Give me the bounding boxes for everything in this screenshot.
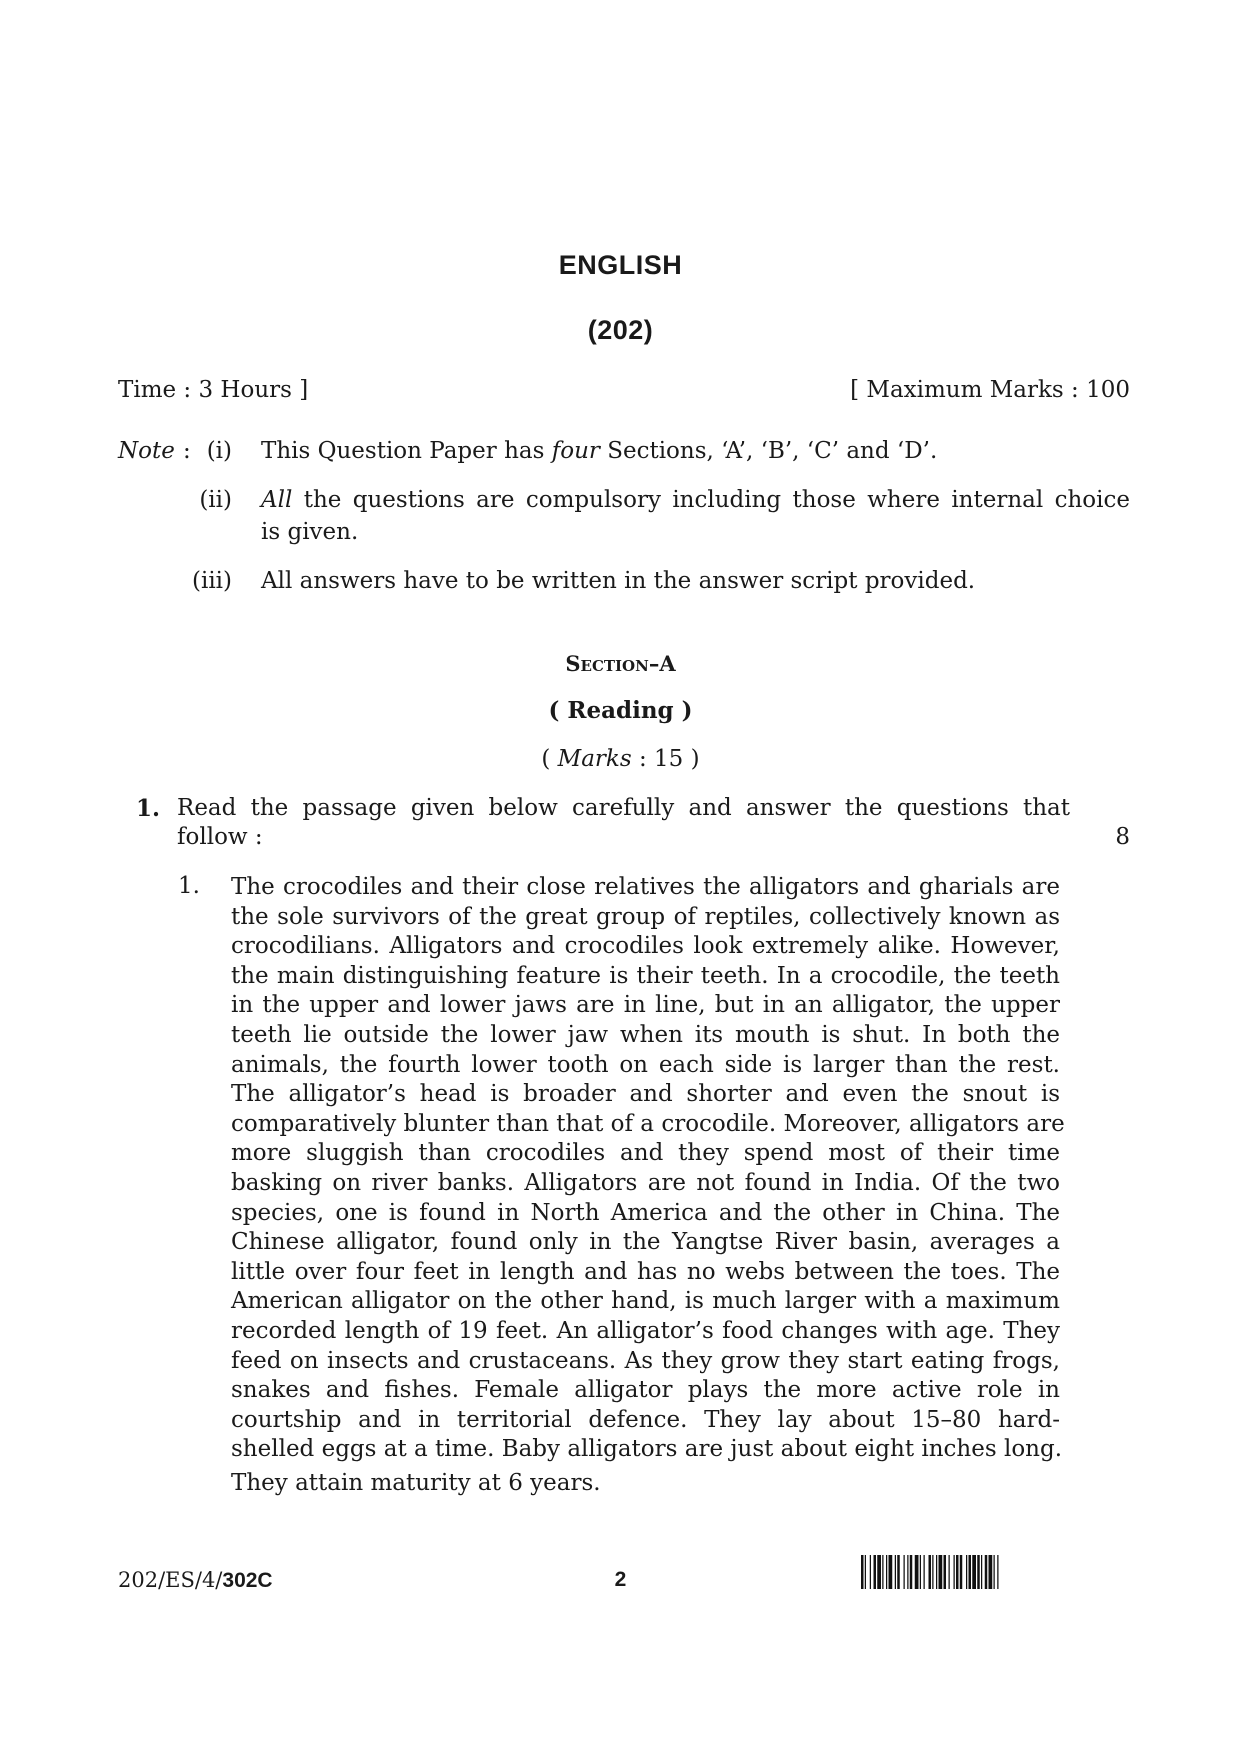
question-text-line-2: follow : <box>177 824 263 850</box>
passage-line: the sole survivors of the great group of reptiles, collectively known as <box>231 903 1060 930</box>
passage-line: The alligator’s head is broader and shorter and even the snout is <box>231 1081 1060 1108</box>
section-marks-open: ( <box>541 746 551 772</box>
passage-line: in the upper and lower jaws are in line, but in an alligator, the upper <box>231 992 1060 1019</box>
question-marks: 8 <box>1115 824 1130 850</box>
note-2-italic-lead: All <box>261 487 293 513</box>
note-number-2: (ii) <box>199 487 232 513</box>
note-1-text-after: Sections, ‘A’, ‘B’, ‘C’ and ‘D’. <box>607 438 938 464</box>
passage-line: the main distinguishing feature is their teeth. In a crocodile, the teeth <box>231 962 1060 989</box>
maximum-marks: [ Maximum Marks : 100 <box>850 377 1130 403</box>
passage-line: American alligator on the other hand, is much larger with a maximum <box>231 1288 1060 1315</box>
page-number: 2 <box>614 1568 627 1591</box>
subject-code: (202) <box>587 315 654 345</box>
paper-code-bold: 302C <box>222 1569 273 1592</box>
passage-line: shelled eggs at a time. Baby alligators are just about eight inches long. <box>231 1436 1063 1463</box>
note-1-text-before: This Question Paper has <box>261 438 545 464</box>
paper-code-prefix: 202/ES/4/ <box>118 1568 223 1592</box>
passage-line: The crocodiles and their close relatives the alligators and gharials are <box>231 874 1060 900</box>
section-marks-rest: : 15 ) <box>638 746 700 772</box>
note-number-1: (i) <box>206 438 232 464</box>
passage-line: little over four feet in length and has no webs between the toes. The <box>231 1258 1060 1285</box>
passage-line: comparatively blunter than that of a crocodile. Moreover, alligators are <box>231 1110 1065 1137</box>
passage-line: animals, the fourth lower tooth on each side is larger than the rest. <box>231 1051 1060 1078</box>
note-word: Note <box>118 438 175 464</box>
passage-line: basking on river banks. Alligators are not found in India. Of the two <box>231 1170 1060 1196</box>
passage-line: species, one is found in North America and the other in China. The <box>231 1199 1060 1226</box>
passage-line: more sluggish than crocodiles and they spend most of their time <box>231 1140 1060 1167</box>
passage-number: 1. <box>178 873 200 899</box>
passage-line: Chinese alligator, found only in the Yangtse River basin, averages a <box>231 1229 1060 1256</box>
section-title-text: Section–A <box>565 651 676 676</box>
time-allowed: Time : 3 Hours ] <box>118 377 309 403</box>
note-item-1 <box>261 438 937 464</box>
note-colon: : <box>183 438 191 464</box>
passage-line: They attain maturity at 6 years. <box>231 1470 601 1496</box>
note-label <box>118 438 175 464</box>
passage-line: teeth lie outside the lower jaw when its mouth is shut. In both the <box>231 1022 1060 1048</box>
question-number: 1. <box>136 795 161 822</box>
passage-line: snakes and fishes. Female alligator plays the more active role in <box>231 1377 1060 1404</box>
section-marks <box>0 746 1241 772</box>
note-number-3: (iii) <box>191 568 232 594</box>
passage-line: recorded length of 19 feet. An alligator’s food changes with age. They <box>231 1318 1060 1344</box>
note-item-2-line-2: is given. <box>261 519 359 545</box>
note-2-line-1-rest: the questions are compulsory including those where internal choice <box>303 487 1131 513</box>
passage-line: crocodilians. Alligators and crocodiles look extremely alike. However, <box>231 933 1060 960</box>
section-title <box>0 651 1241 676</box>
section-subtitle: ( Reading ) <box>548 697 693 724</box>
subject-title: ENGLISH <box>558 250 683 280</box>
barcode-icon <box>861 1555 1118 1589</box>
note-1-italic: four <box>551 438 600 464</box>
section-marks-label: Marks <box>557 746 632 772</box>
question-text-line-1: Read the passage given below carefully and answer the questions that <box>177 795 1070 821</box>
note-item-3: All answers have to be written in the answer script provided. <box>261 568 976 594</box>
note-item-2-line-1 <box>261 487 1130 513</box>
passage-line: courtship and in territorial defence. They lay about 15–80 hard- <box>231 1406 1060 1433</box>
passage-line: feed on insects and crustaceans. As they grow they start eating frogs, <box>231 1347 1060 1374</box>
